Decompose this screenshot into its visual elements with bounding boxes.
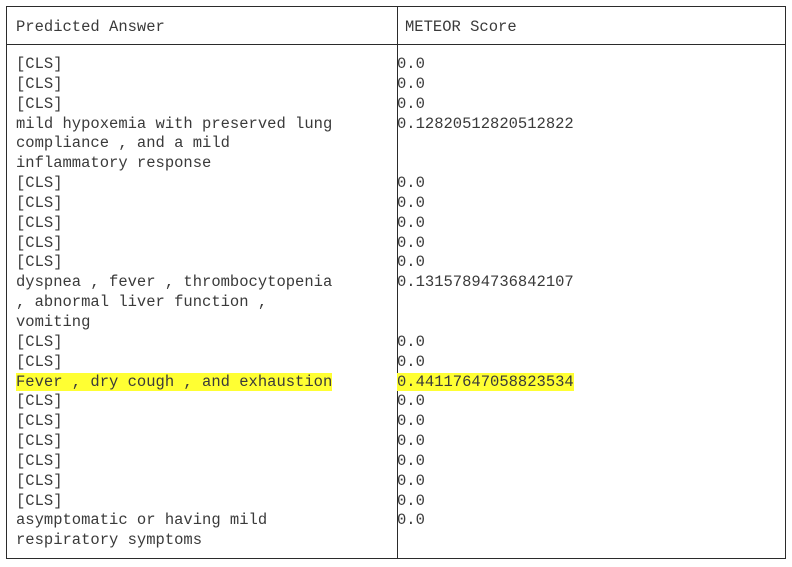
meteor-score-text: 0.0: [397, 193, 425, 212]
meteor-score-cell: [388, 273, 574, 333]
predicted-answer-text: Fever , dry cough , and exhaustion: [16, 372, 333, 391]
predicted-answer-text: [CLS]: [16, 174, 63, 193]
results-table: [6, 6, 786, 559]
meteor-score-cell: [388, 95, 425, 115]
meteor-score-cell: [388, 472, 425, 492]
predicted-answer-cell: [7, 373, 388, 393]
predicted-answer-cell: [7, 432, 388, 452]
meteor-score-text: 0.0: [397, 174, 425, 193]
table-row: [7, 492, 785, 512]
predicted-answer-cell: [7, 234, 388, 254]
meteor-score-text: 0.0: [397, 55, 425, 73]
meteor-score-text: 0.0: [397, 451, 425, 470]
meteor-score-text: 0.0: [397, 491, 425, 510]
predicted-answer-text: [CLS]: [16, 94, 63, 113]
predicted-answer-cell: [7, 253, 388, 273]
table-body: [7, 55, 785, 551]
meteor-score-text: 0.44117647058823534: [397, 372, 574, 391]
predicted-answer-cell: [7, 174, 388, 194]
table-row: [7, 273, 785, 333]
table-row: [7, 75, 785, 95]
meteor-score-cell: [388, 333, 425, 353]
meteor-score-cell: [388, 194, 425, 214]
predicted-answer-cell: [7, 115, 388, 175]
predicted-answer-cell: [7, 273, 388, 333]
meteor-score-text: 0.13157894736842107: [397, 273, 574, 292]
table-row: [7, 253, 785, 273]
meteor-score-cell: [388, 115, 574, 175]
meteor-score-cell: [388, 392, 425, 412]
meteor-score-text: 0.0: [397, 392, 425, 411]
meteor-score-text: 0.0: [397, 471, 425, 490]
meteor-score-cell: [388, 511, 425, 551]
table-row: [7, 115, 785, 175]
meteor-score-cell: [388, 373, 574, 393]
table-row: [7, 353, 785, 373]
predicted-answer-text: [CLS]: [16, 471, 63, 490]
table-row: [7, 412, 785, 432]
meteor-score-cell: [388, 492, 425, 512]
predicted-answer-cell: [7, 194, 388, 214]
predicted-answer-text: [CLS]: [16, 412, 63, 431]
meteor-score-cell: [388, 234, 425, 254]
meteor-score-cell: [388, 55, 425, 75]
table-row: [7, 472, 785, 492]
meteor-score-text: 0.0: [397, 332, 425, 351]
predicted-answer-text: [CLS]: [16, 392, 63, 411]
meteor-score-cell: [388, 214, 425, 234]
table-row: [7, 511, 785, 551]
predicted-answer-cell: [7, 333, 388, 353]
predicted-answer-cell: [7, 472, 388, 492]
meteor-score-text: 0.0: [397, 213, 425, 232]
predicted-answer-cell: [7, 412, 388, 432]
predicted-answer-text: [CLS]: [16, 233, 63, 252]
meteor-score-text: 0.0: [397, 352, 425, 371]
predicted-answer-text: [CLS]: [16, 352, 63, 371]
meteor-score-cell: [388, 75, 425, 95]
meteor-score-text: 0.0: [397, 233, 425, 252]
predicted-answer-cell: [7, 95, 388, 115]
meteor-score-cell: [388, 174, 425, 194]
predicted-answer-cell: [7, 353, 388, 373]
predicted-answer-text: mild hypoxemia with preserved lung compliance , and a mild inflammatory response: [16, 114, 333, 173]
predicted-answer-text: [CLS]: [16, 55, 63, 73]
predicted-answer-text: [CLS]: [16, 213, 63, 232]
table-row: [7, 174, 785, 194]
table-row: [7, 214, 785, 234]
meteor-score-text: 0.0: [397, 412, 425, 431]
table-row: [7, 194, 785, 214]
predicted-answer-text: asymptomatic or having mild respiratory symptoms: [16, 511, 268, 550]
header-meteor-score: METEOR Score: [405, 18, 517, 36]
table-row: [7, 432, 785, 452]
meteor-score-cell: [388, 253, 425, 273]
predicted-answer-text: [CLS]: [16, 451, 63, 470]
meteor-score-text: 0.0: [397, 432, 425, 451]
predicted-answer-cell: [7, 492, 388, 512]
meteor-score-text: 0.12820512820512822: [397, 114, 574, 133]
predicted-answer-cell: [7, 392, 388, 412]
predicted-answer-cell: [7, 214, 388, 234]
predicted-answer-text: [CLS]: [16, 491, 63, 510]
predicted-answer-cell: [7, 75, 388, 95]
meteor-score-cell: [388, 353, 425, 373]
table-row: [7, 333, 785, 353]
meteor-score-text: 0.0: [397, 511, 425, 530]
meteor-score-cell: [388, 412, 425, 432]
header-predicted-answer: Predicted Answer: [16, 18, 165, 36]
table-row: [7, 55, 785, 75]
predicted-answer-text: [CLS]: [16, 74, 63, 93]
meteor-score-text: 0.0: [397, 74, 425, 93]
table-row: [7, 95, 785, 115]
predicted-answer-cell: [7, 511, 388, 551]
meteor-score-cell: [388, 432, 425, 452]
meteor-score-text: 0.0: [397, 94, 425, 113]
predicted-answer-text: [CLS]: [16, 332, 63, 351]
table-row: [7, 452, 785, 472]
predicted-answer-text: [CLS]: [16, 432, 63, 451]
predicted-answer-text: dyspnea , fever , thrombocytopenia , abnormal liver function , vomiting: [16, 273, 333, 331]
table-row: [7, 234, 785, 254]
predicted-answer-cell: [7, 452, 388, 472]
table-row: [7, 392, 785, 412]
table-row: [7, 373, 785, 393]
predicted-answer-cell: [7, 55, 388, 75]
predicted-answer-text: [CLS]: [16, 253, 63, 272]
meteor-score-text: 0.0: [397, 253, 425, 272]
header-divider: [7, 44, 785, 45]
predicted-answer-text: [CLS]: [16, 193, 63, 212]
meteor-score-cell: [388, 452, 425, 472]
